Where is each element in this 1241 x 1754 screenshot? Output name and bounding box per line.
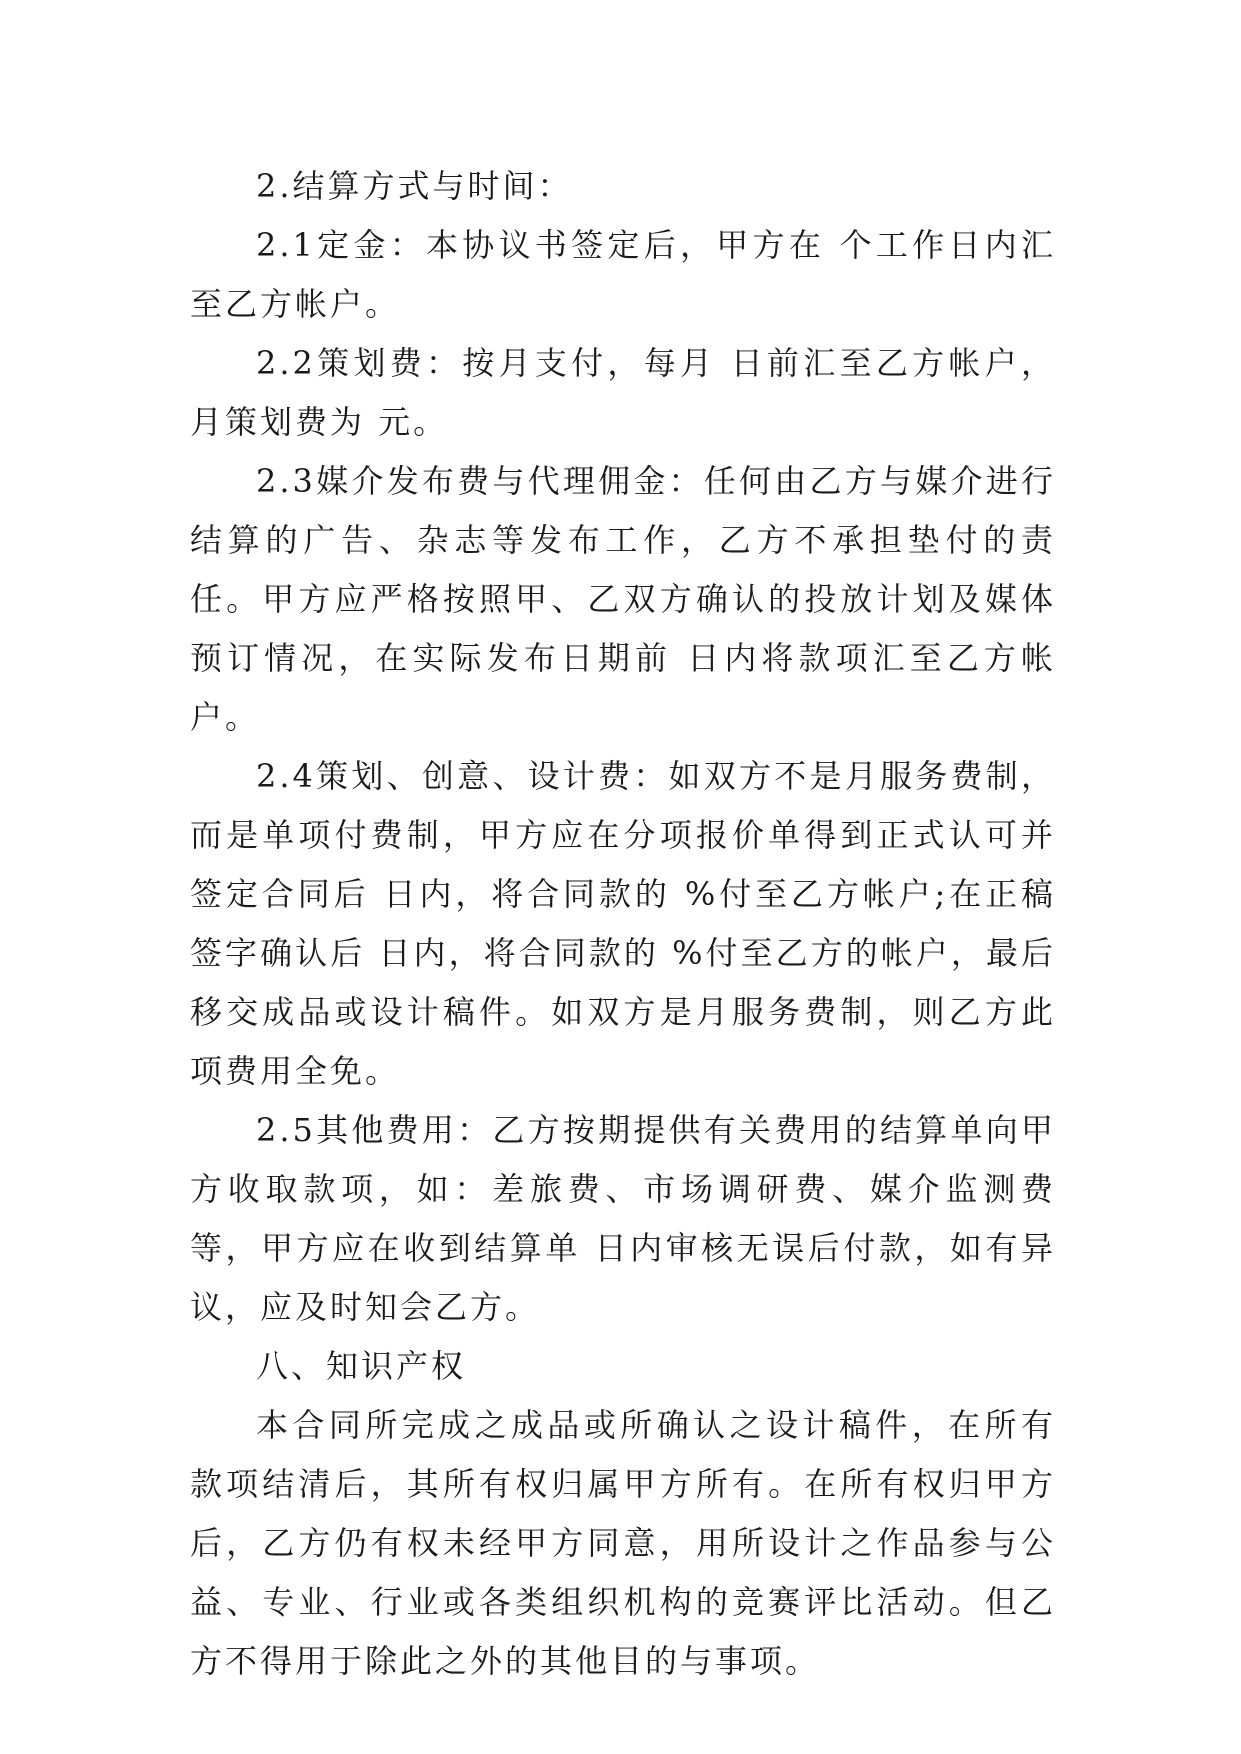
clause-2-2-planning-fee: 2.2策划费：按月支付，每月 日前汇至乙方帐户， 月策划费为 元。 <box>190 344 1056 441</box>
section-heading-settlement: 2.结算方式与时间： <box>256 167 573 205</box>
ip-clause-text: 本合同所完成之成品或所确认之设计稿件，在所有款项结清后，其所有权归属甲方所有。在所有权归甲方后，乙方仍有权未经甲方同意，用所设计之作品参与公益、专业、行业或各类组织机构的竞赛评比活动。但乙方不得用于除此之外的其他目的与事项。 <box>190 1406 1056 1680</box>
clause-2-4-design-fee: 2.4策划、创意、设计费：如双方不是月服务费制，而是单项付费制，甲方应在分项报价单得到正式认可并签定合同后 日内，将合同款的 %付至乙方帐户;在正稿签字确认后 日内，将合同款的 %付至乙方的帐户，最后移交成品或设计稿件。如双方是月服务费制，则乙方此项费用全免。 <box>190 757 1056 1090</box>
clause-2-1-deposit: 2.1定金：本协议书签定后，甲方在 个工作日内汇至乙方帐户。 <box>190 226 1056 323</box>
clause-2-5-other-fees: 2.5其他费用：乙方按期提供有关费用的结算单向甲方收取款项，如：差旅费、市场调研费、媒介监测费等，甲方应在收到结算单 日内审核无误后付款，如有异议，应及时知会乙方。 <box>190 1111 1056 1326</box>
section-heading-ip: 八、知识产权 <box>256 1347 467 1385</box>
clause-2-3-media-fee: 2.3媒介发布费与代理佣金：任何由乙方与媒介进行结算的广告、杂志等发布工作，乙方不承担垫付的责任。甲方应严格按照甲、乙双方确认的投放计划及媒体预订情况，在实际发布日期前 日内将款项汇至乙方帐户。 <box>190 462 1056 736</box>
document-body <box>190 157 1056 1691</box>
